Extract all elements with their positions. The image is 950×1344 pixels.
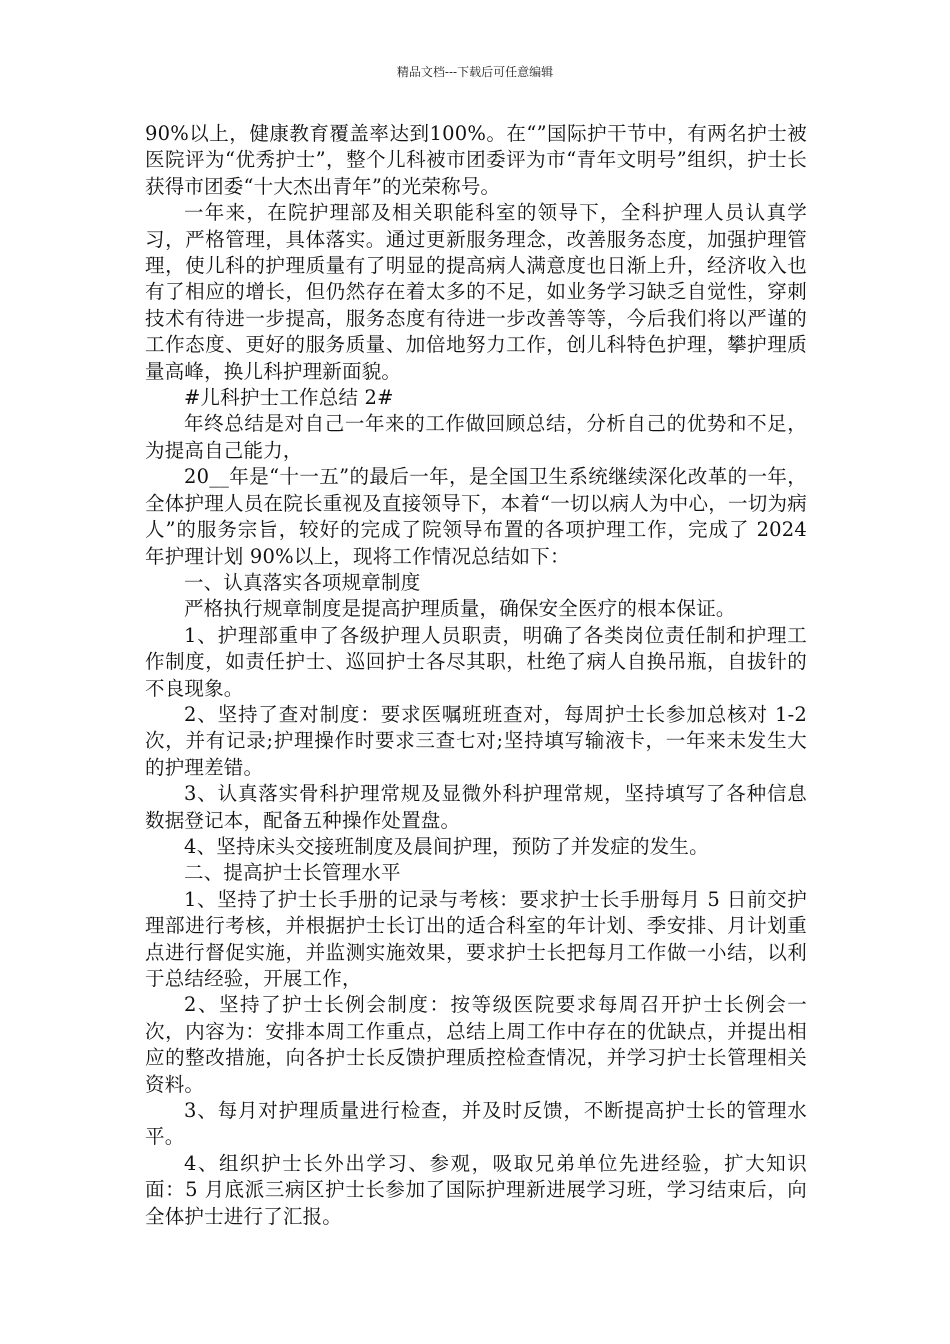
paragraph: 严格执行规章制度是提高护理质量，确保安全医疗的根本保证。 xyxy=(184,597,736,621)
paragraph: 20__年是“十一五”的最后一年，是全国卫生系统继续深化改革的一年，全体护理人员在院长重视及直接领导下，本着“一切以病人为中心，一切为病人”的服务宗旨，较好的完成了院领导布置的各项护理工作，完成了 2024 年护理计划 90%以上，现将工作情况总结如下： xyxy=(145,465,807,568)
section-heading: 二、提高护士长管理水平 xyxy=(184,861,401,885)
paragraph: 一年来，在院护理部及相关职能科室的领导下，全科护理人员认真学习，严格管理，具体落实。通过更新服务理念，改善服务态度，加强护理管理，使儿科的护理质量有了明显的提高病人满意度也日渐上升，经济收入也有了相应的增长，但仍然存在着太多的不足，如业务学习缺乏自觉性，穿刺技术有待进一步提高，服务态度有待进一步改善等等，今后我们将以严谨的工作态度、更好的服务质量、加倍地努力工作，创儿科特色护理，攀护理质量高峰，换儿科护理新面貌。 xyxy=(145,201,807,383)
list-item: 4、组织护士长外出学习、参观，吸取兄弟单位先进经验，扩大知识面：5 月底派三病区护士长参加了国际护理新进展学习班，学习结束后，向全体护士进行了汇报。 xyxy=(145,1151,807,1228)
paragraph: 年终总结是对自己一年来的工作做回顾总结，分析自己的优势和不足，为提高自己能力， xyxy=(145,412,807,462)
list-item: 2、坚持了护士长例会制度：按等级医院要求每周召开护士长例会一次，内容为：安排本周工作重点，总结上周工作中存在的优缺点，并提出相应的整改措施，向各护士长反馈护理质控检查情况，并学习护士长管理相关资料。 xyxy=(145,993,807,1096)
list-item: 2、坚持了查对制度：要求医嘱班班查对，每周护士长参加总核对 1-2 次，并有记录;护理操作时要求三查七对;坚持填写输液卡，一年来未发生大的护理差错。 xyxy=(145,702,807,779)
list-item: 1、护理部重申了各级护理人员职责，明确了各类岗位责任制和护理工作制度，如责任护士、巡回护士各尽其职，杜绝了病人自换吊瓶，自拔针的不良现象。 xyxy=(145,623,807,700)
document-body xyxy=(145,121,807,1230)
paragraph: 90%以上，健康教育覆盖率达到100%。在“”国际护干节中，有两名护士被医院评为“优秀护士”，整个儿科被市团委评为市“青年文明号”组织，护士长获得市团委“十大杰出青年”的光荣称号。 xyxy=(145,122,807,198)
list-item: 4、坚持床头交接班制度及晨间护理，预防了并发症的发生。 xyxy=(184,834,709,858)
list-item: 3、认真落实骨科护理常规及显微外科护理常规，坚持填写了各种信息数据登记本，配备五种操作处置盘。 xyxy=(145,782,807,832)
list-item: 1、坚持了护士长手册的记录与考核：要求护士长手册每月 5 日前交护理部进行考核，并根据护士长订出的适合科室的年计划、季安排、月计划重点进行督促实施，并监测实施效果，要求护士长把每月工作做一小结，以利于总结经验，开展工作， xyxy=(145,887,807,990)
section-heading: 一、认真落实各项规章制度 xyxy=(184,570,421,594)
list-item: 3、每月对护理质量进行检查，并及时反馈，不断提高护士长的管理水平。 xyxy=(145,1099,807,1149)
page-header: 精品文档---下载后可任意编辑 xyxy=(396,65,554,79)
section-heading: #儿科护士工作总结 2# xyxy=(184,386,394,410)
